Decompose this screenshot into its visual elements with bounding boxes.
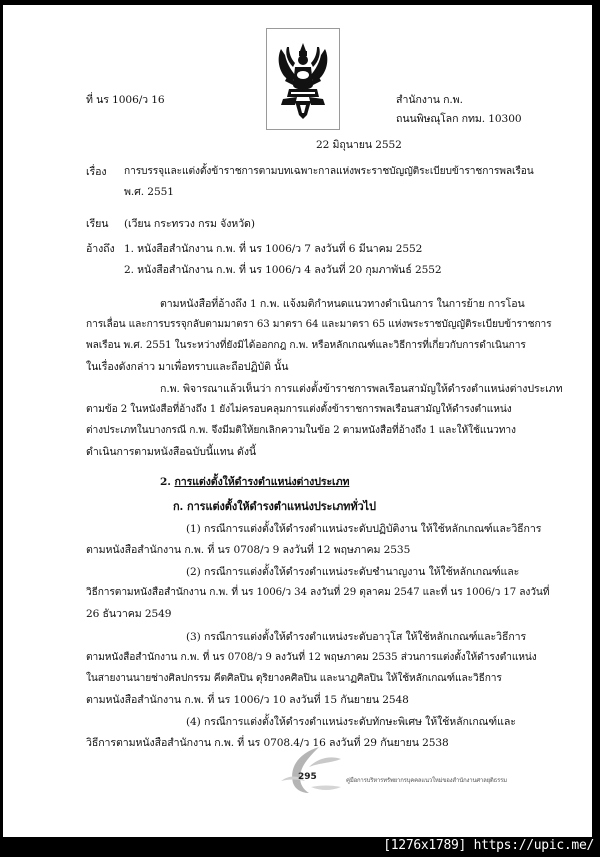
garuda-emblem-icon: [266, 28, 340, 130]
paragraph-line: ต่างประเภทในบางกรณี ก.พ. จึงมีมติให้ยกเลิกความในข้อ 2 ตามหนังสือที่อ้างถึง 1 และให้ใช้แนวทาง: [86, 425, 516, 436]
reference-item-1: 1. หนังสือสำนักงาน ก.พ. ที่ นร 1006/ว 7 ลงวันที่ 6 มีนาคม 2552: [124, 243, 423, 255]
item-line: ตามหนังสือสำนักงาน ก.พ. ที่ นร 0708/ว 9 ลงวันที่ 12 พฤษภาคม 2535 ส่วนการแต่งตั้งให้ดำรงตำแหน่ง: [86, 652, 537, 663]
page-number: 295: [298, 772, 317, 782]
item-line: วิธีการตามหนังสือสำนักงาน ก.พ. ที่ นร 0708.4/ว 16 ลงวันที่ 29 กันยายน 2538: [86, 737, 449, 749]
section-2-heading: [160, 475, 349, 489]
subject-label: เรื่อง: [86, 166, 107, 178]
item-line: (3) กรณีการแต่งตั้งให้ดำรงตำแหน่งระดับอาวุโส ให้ใช้หลักเกณฑ์และวิธีการ: [186, 631, 527, 643]
letter-date: 22 มิถุนายน 2552: [316, 139, 402, 151]
section-number: 2.: [160, 476, 171, 488]
item-line: ตามหนังสือสำนักงาน ก.พ. ที่ นร 0708/ว 9 ลงวันที่ 12 พฤษภาคม 2535: [86, 544, 411, 556]
document-page: [3, 5, 592, 837]
to-label: เรียน: [86, 218, 109, 230]
office-address: ถนนพิษณุโลก กทม. 10300: [396, 113, 522, 125]
swoosh-decoration-icon: [279, 745, 345, 795]
footer-book-title: คู่มือการบริหารทรัพยากรบุคคลแนวใหม่ของสำนักงานศาลยุติธรรม: [346, 777, 507, 784]
item-line: (1) กรณีการแต่งตั้งให้ดำรงตำแหน่งระดับปฏิบัติงาน ให้ใช้หลักเกณฑ์และวิธีการ: [186, 523, 542, 535]
item-line: ตามหนังสือสำนักงาน ก.พ. ที่ นร 1006/ว 10 ลงวันที่ 15 กันยายน 2548: [86, 694, 409, 706]
item-line: (2) กรณีการแต่งตั้งให้ดำรงตำแหน่งระดับชำนาญงาน ให้ใช้หลักเกณฑ์และ: [186, 566, 520, 578]
office-name: สำนักงาน ก.พ.: [396, 94, 463, 106]
reference-item-2: 2. หนังสือสำนักงาน ก.พ. ที่ นร 1006/ว 4 ลงวันที่ 20 กุมภาพันธ์ 2552: [124, 264, 442, 276]
subject-line-1: การบรรจุและแต่งตั้งข้าราชการตามบทเฉพาะกาลแห่งพระราชบัญญัติระเบียบข้าราชการพลเรือน: [124, 166, 534, 177]
references-label: อ้างถึง: [86, 243, 115, 255]
paragraph-line: ก.พ. พิจารณาแล้วเห็นว่า การแต่งตั้งข้าราชการพลเรือนสามัญให้ดำรงตำแหน่งต่างประเภท: [160, 383, 563, 395]
paragraph-line: การเลื่อน และการบรรจุกลับตามมาตรา 63 มาตรา 64 และมาตรา 65 แห่งพระราชบัญญัติระเบียบข้าราชการ: [86, 319, 552, 330]
to-value: (เวียน กระทรวง กรม จังหวัด): [124, 218, 255, 230]
paragraph-line: ตามหนังสือที่อ้างถึง 1 ก.พ. แจ้งมติกำหนดแนวทางดำเนินการ ในการย้าย การโอน: [160, 298, 525, 310]
item-line: วิธีการตามหนังสือสำนักงาน ก.พ. ที่ นร 1006/ว 34 ลงวันที่ 29 ตุลาคม 2547 และที่ นร 1006/ว 17 ลงวันที่: [86, 587, 550, 598]
reference-number: ที่ นร 1006/ว 16: [86, 94, 165, 106]
item-line: (4) กรณีการแต่งตั้งให้ดำรงตำแหน่งระดับทักษะพิเศษ ให้ใช้หลักเกณฑ์และ: [186, 716, 516, 728]
subject-line-2: พ.ศ. 2551: [124, 186, 174, 198]
section-2a-heading: ก. การแต่งตั้งให้ดำรงตำแหน่งประเภททั่วไป: [173, 500, 376, 513]
paragraph-line: พลเรือน พ.ศ. 2551 ในระหว่างที่ยังมิได้ออกกฎ ก.พ. หรือหลักเกณฑ์และวิธีการที่เกี่ยวกับการดำเนินการ: [86, 340, 526, 351]
item-line: 26 ธันวาคม 2549: [86, 608, 172, 620]
image-info-bar: [1276x1789] https://upic.me/: [383, 838, 594, 853]
item-line: ในสายงานนายช่างศิลปกรรม คีตศิลปิน ดุริยางคศิลปิน และนาฏศิลปิน ให้ใช้หลักเกณฑ์และวิธีการ: [86, 673, 502, 684]
paragraph-line: ตามข้อ 2 ในหนังสือที่อ้างถึง 1 ยังไม่ครอบคลุมการแต่งตั้งข้าราชการพลเรือนสามัญให้ดำรงตำแหน่ง: [86, 404, 512, 415]
section-title: การแต่งตั้งให้ดำรงตำแหน่งต่างประเภท: [174, 476, 350, 488]
paragraph-line: ดำเนินการตามหนังสือฉบับนี้แทน ดังนี้: [86, 446, 257, 458]
paragraph-line: ในเรื่องดังกล่าว มาเพื่อทราบและถือปฏิบัติ นั้น: [86, 361, 289, 373]
